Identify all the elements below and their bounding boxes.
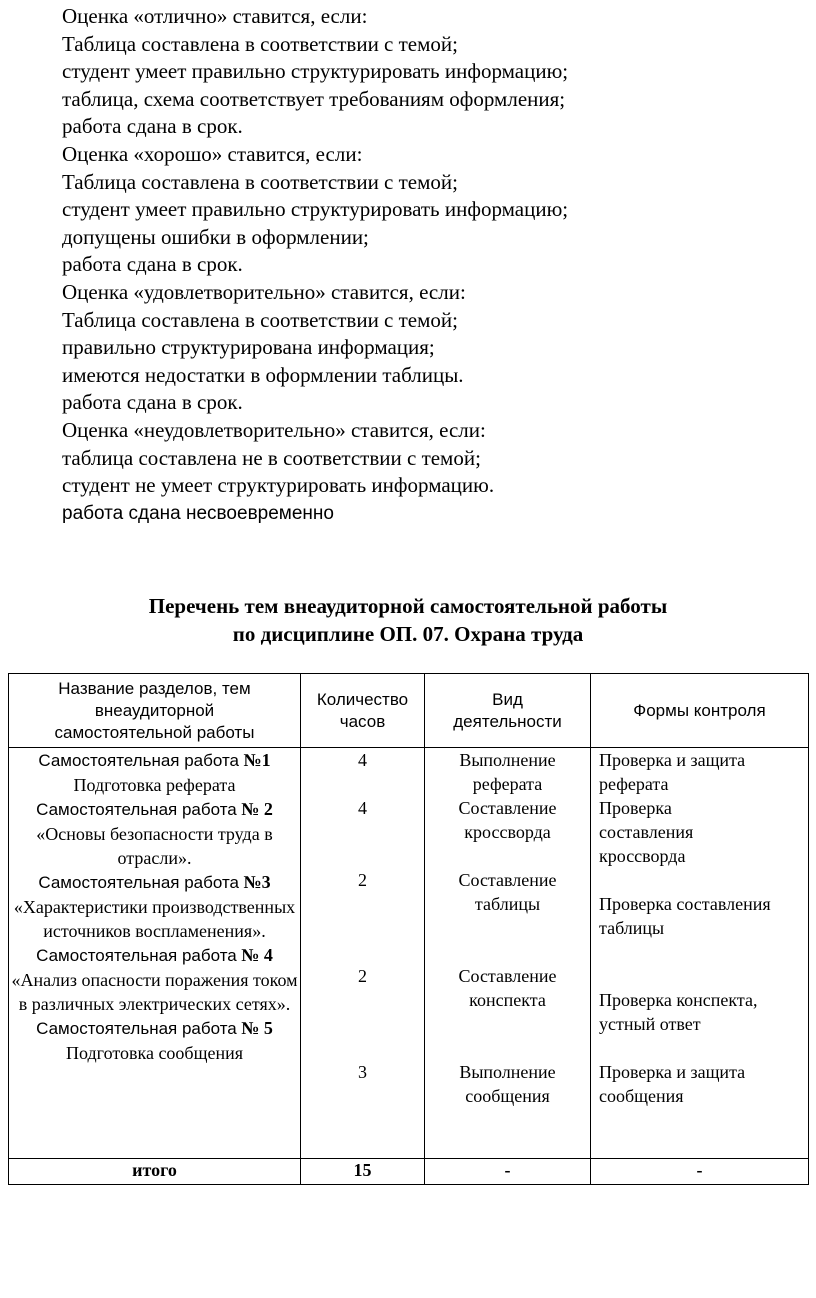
total-control: - bbox=[591, 1159, 809, 1185]
sections-cell bbox=[9, 748, 301, 1159]
criteria-line: Оценка «удовлетворительно» ставится, если: bbox=[62, 279, 466, 304]
themes-table bbox=[8, 673, 809, 1185]
criteria-line: работа сдана в срок. bbox=[62, 390, 243, 415]
control-cell: Проверка и защита реферата Проверка составления кроссворда Проверка составления таблицы Проверка конспекта, устный ответ Проверка и защита сообщения bbox=[591, 748, 809, 1159]
work-5: Самостоятельная работа № 5 Подготовка сообщения bbox=[36, 1018, 273, 1063]
criteria-line: Таблица составлена в соответствии с темой; bbox=[62, 307, 458, 332]
grading-criteria bbox=[62, 3, 782, 527]
total-row bbox=[9, 1159, 809, 1185]
work-2: Самостоятельная работа № 2 «Основы безопасности труда в отрасли». bbox=[36, 799, 273, 868]
criteria-line: Таблица составлена в соответствии с темой; bbox=[62, 31, 458, 56]
total-label: итого bbox=[9, 1159, 301, 1185]
work-1: Самостоятельная работа №1 Подготовка реферата bbox=[38, 750, 271, 795]
work-4: Самостоятельная работа № 4 «Анализ опасности поражения током в различных электрических сетях». bbox=[11, 945, 298, 1014]
criteria-line: таблица, схема соответствует требованиям оформления; bbox=[62, 86, 566, 111]
criteria-line: таблица составлена не в соответствии с темой; bbox=[62, 445, 481, 470]
header-sections: Название разделов, тем внеаудиторной самостоятельной работы bbox=[9, 674, 301, 748]
criteria-line: работа сдана в срок. bbox=[62, 252, 243, 277]
activity-cell: Выполнение реферата Составление кроссворда Составление таблицы Составление конспекта Выполнение сообщения bbox=[425, 748, 591, 1159]
hours-cell: 4 4 2 2 3 bbox=[301, 748, 425, 1159]
criteria-line: допущены ошибки в оформлении; bbox=[62, 224, 369, 249]
criteria-line: правильно структурирована информация; bbox=[62, 335, 435, 360]
header-activity: Вид деятельности bbox=[425, 674, 591, 748]
table-header-row bbox=[9, 674, 809, 748]
criteria-line: Оценка «отлично» ставится, если: bbox=[62, 4, 368, 28]
criteria-line: Таблица составлена в соответствии с темой; bbox=[62, 169, 458, 194]
work-3: Самостоятельная работа №3 «Характеристики производственных источников воспламенения». bbox=[13, 872, 296, 941]
criteria-line: студент умеет правильно структурировать информацию; bbox=[62, 59, 569, 84]
criteria-line: работа сдана в срок. bbox=[62, 114, 243, 139]
criteria-line: имеются недостатки в оформлении таблицы. bbox=[62, 362, 464, 387]
table-body-row bbox=[9, 748, 809, 1159]
section-title bbox=[0, 592, 816, 648]
title-line-1: Перечень тем внеаудиторной самостоятельной работы bbox=[148, 594, 668, 618]
total-activity: - bbox=[425, 1159, 591, 1185]
criteria-line: работа сдана несвоевременно bbox=[62, 502, 334, 524]
header-control: Формы контроля bbox=[591, 674, 809, 748]
criteria-line: студент умеет правильно структурировать информацию; bbox=[62, 197, 569, 222]
header-hours: Количество часов bbox=[301, 674, 425, 748]
criteria-line: Оценка «неудовлетворительно» ставится, если: bbox=[62, 417, 486, 442]
criteria-line: студент не умеет структурировать информацию. bbox=[62, 473, 495, 498]
criteria-line: Оценка «хорошо» ставится, если: bbox=[62, 141, 363, 166]
title-line-2: по дисциплине ОП. 07. Охрана труда bbox=[232, 622, 584, 646]
total-hours: 15 bbox=[301, 1159, 425, 1185]
